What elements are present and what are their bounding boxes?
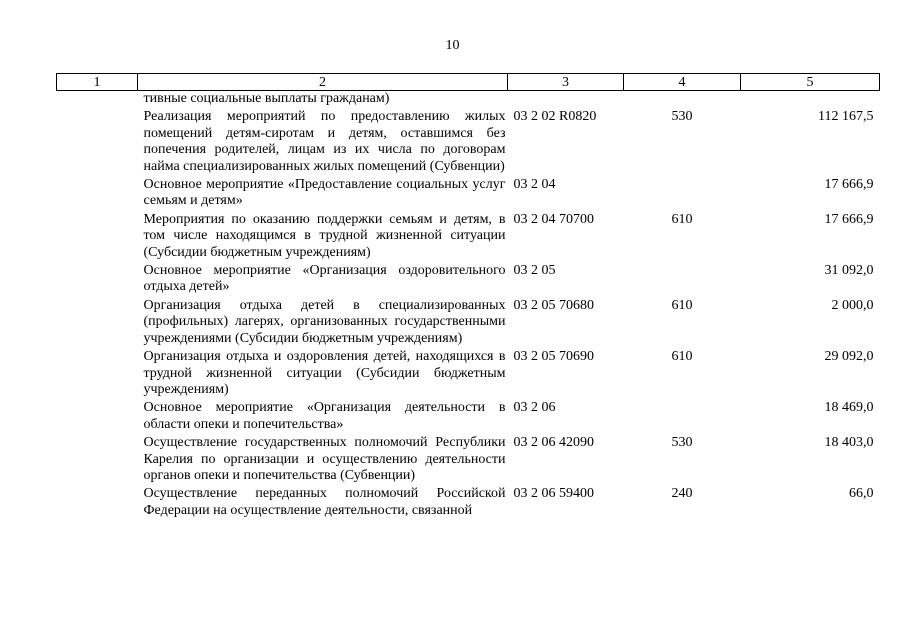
row-code: 03 2 06 42090 (513, 435, 594, 451)
row-code: 03 2 05 70690 (513, 349, 594, 365)
row-empty-cell (57, 435, 138, 486)
row-expense-type: 530 (671, 435, 693, 451)
row-amount: 18 403,0 (824, 435, 874, 451)
row-expense-type (624, 263, 741, 298)
row-name: Организация отдыха и оздоровления детей, находящихся в трудной жизненной ситуации (Субсидии бюджетным учреждениям) (143, 349, 506, 397)
row-code: 03 2 04 70700 (513, 211, 594, 227)
row-code: 03 2 05 (513, 263, 556, 279)
row-amount: 18 469,0 (824, 400, 874, 416)
row-code: 03 2 02 R0820 (513, 109, 597, 125)
row-amount: 66,0 (849, 486, 874, 502)
row-name: Мероприятия по оказанию поддержки семьям и детям, в том числе находящимся в трудной жизненной ситуации (Субсидии бюджетным учреждениям) (143, 211, 506, 260)
column-header-5: 5 (741, 74, 880, 91)
row-code: 03 2 06 59400 (513, 486, 594, 502)
row-amount: 29 092,0 (824, 349, 874, 365)
column-header-3: 3 (508, 74, 624, 91)
column-header-2: 2 (138, 74, 508, 91)
row-expense-type: 610 (671, 211, 693, 227)
row-amount: 2 000,0 (831, 297, 874, 313)
row-name: Основное мероприятие «Предоставление социальных услуг семьям и детям» (143, 177, 506, 209)
row-expense-type: 240 (671, 486, 693, 502)
row-empty-cell (57, 400, 138, 435)
table-row (57, 212, 880, 263)
row-name: Осуществление переданных полномочий Российской Федерации на осуществление деятельности, связанной (143, 486, 506, 518)
budget-table (56, 73, 880, 521)
row-empty-cell (57, 91, 138, 110)
row-empty-cell (57, 263, 138, 298)
table-row (57, 400, 880, 435)
row-empty-cell (57, 486, 138, 521)
row-code (508, 91, 624, 110)
row-name: Организация отдыха детей в специализированных (профильных) лагерях, организованных государственными учреждениями (Субсидии бюджетным учреждениям) (143, 297, 506, 346)
table-row (57, 109, 880, 177)
row-amount: 31 092,0 (824, 263, 874, 279)
row-empty-cell (57, 349, 138, 400)
row-amount: 17 666,9 (824, 211, 874, 227)
row-expense-type: 610 (671, 297, 693, 313)
row-amount: 112 167,5 (818, 109, 874, 125)
column-header-4: 4 (624, 74, 741, 91)
table-row (57, 486, 880, 521)
row-name: Осуществление государственных полномочий Республики Карелия по организации и осуществлению деятельности органов опеки и попечительства (Субвенции) (143, 435, 506, 483)
row-amount (741, 91, 880, 110)
row-code: 03 2 05 70680 (513, 297, 594, 313)
column-number-row (57, 74, 880, 91)
table-row (57, 177, 880, 212)
table-row (57, 298, 880, 349)
row-empty-cell (57, 212, 138, 263)
row-amount: 17 666,9 (824, 177, 874, 193)
row-expense-type (624, 177, 741, 212)
table-row (57, 435, 880, 486)
table-row (57, 91, 880, 110)
row-name: тивные социальные выплаты гражданам) (143, 91, 390, 106)
table-row (57, 349, 880, 400)
row-expense-type: 530 (671, 109, 693, 125)
column-header-1: 1 (57, 74, 138, 91)
row-code: 03 2 06 (513, 400, 556, 416)
row-expense-type (624, 91, 741, 110)
row-code: 03 2 04 (513, 177, 556, 193)
row-expense-type: 610 (671, 349, 693, 365)
row-name: Реализация мероприятий по предоставлению жилых помещений детям-сиротам и детям, оставшимся без попечения родителей, лицам из их числа по договорам найма специализированных жилых помещений (Субвенции) (143, 109, 506, 174)
row-expense-type (624, 400, 741, 435)
table-row (57, 263, 880, 298)
row-empty-cell (57, 298, 138, 349)
row-empty-cell (57, 109, 138, 177)
row-name: Основное мероприятие «Организация оздоровительного отдыха детей» (143, 263, 506, 295)
page-number: 10 (445, 38, 460, 53)
row-name: Основное мероприятие «Организация деятельности в области опеки и попечительства» (143, 400, 506, 432)
row-empty-cell (57, 177, 138, 212)
